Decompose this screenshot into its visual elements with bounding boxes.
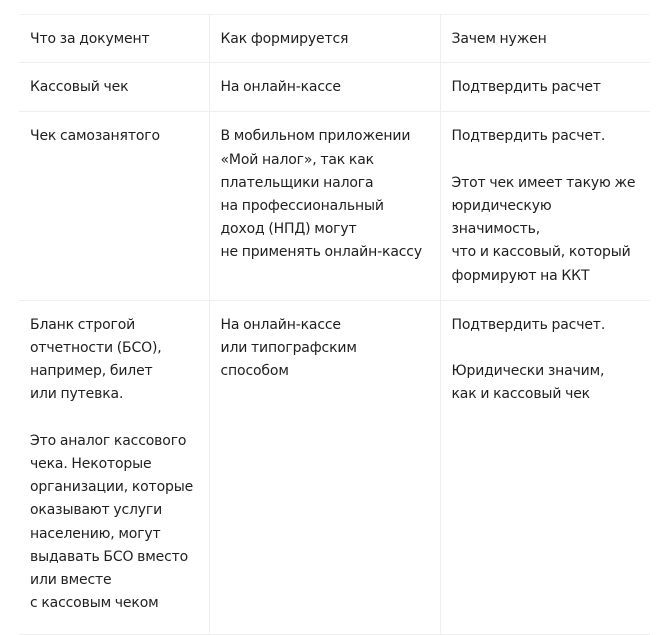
cell-text-line: выдавать БСО вместо	[30, 548, 189, 565]
cell-purpose	[440, 112, 650, 300]
cell-text-line: формируют на ККТ	[451, 267, 590, 284]
header-cell-formation: Как формируется	[209, 15, 440, 63]
cell-text-line: Подтвердить расчет	[451, 79, 601, 96]
table-row	[19, 63, 650, 112]
cell-text-line: или вместе	[30, 572, 112, 589]
paragraph-gap	[30, 407, 198, 430]
cell-text-line: В мобильном приложении	[220, 128, 411, 145]
cell-text-line: значимость,	[451, 221, 541, 238]
cell-text-line: Это аналог кассового	[30, 432, 187, 449]
paragraph-gap	[452, 337, 640, 360]
cell-text-line: с кассовым чеком	[30, 595, 159, 612]
cell-purpose	[440, 300, 650, 634]
cell-text-line: Чек самозанятого	[30, 128, 160, 145]
cell-formation	[209, 63, 440, 112]
cell-text-line: Юридически значим,	[451, 363, 605, 380]
cell-text-line: На онлайн-кассе	[220, 316, 341, 333]
cell-purpose	[440, 63, 650, 112]
cell-text-line: на профессиональный	[220, 198, 384, 215]
cell-text-line: как и кассовый чек	[451, 386, 590, 403]
header-cell-purpose: Зачем нужен	[440, 15, 650, 63]
documents-table	[19, 14, 650, 635]
cell-formation	[209, 112, 440, 300]
cell-text-line: Подтвердить расчет.	[451, 316, 606, 333]
cell-text-line: что и кассовый, который	[451, 244, 631, 261]
header-cell-document: Что за документ	[19, 15, 209, 63]
cell-text-line: оказывают услуги	[30, 502, 163, 519]
cell-text-line: Подтвердить расчет.	[451, 128, 606, 145]
cell-text-line: Кассовый чек	[30, 79, 129, 96]
cell-formation	[209, 300, 440, 634]
cell-text-line: юридическую	[451, 198, 552, 214]
cell-text-line: Бланк строгой	[30, 316, 136, 333]
cell-text-line: или путевка.	[30, 386, 124, 403]
cell-text-line: На онлайн-кассе	[220, 79, 341, 96]
cell-text-line: организации, которые	[30, 479, 194, 496]
cell-text-line: Этот чек имеет такую же	[451, 174, 636, 191]
cell-document	[19, 112, 209, 300]
cell-text-line: чека. Некоторые	[30, 456, 152, 473]
cell-text-line: отчетности (БСО),	[30, 340, 162, 357]
table-header-row	[19, 15, 650, 63]
table-row	[19, 112, 650, 300]
cell-document	[19, 63, 209, 112]
table-row	[19, 300, 650, 634]
cell-text-line: или типографским	[220, 340, 357, 357]
cell-text-line: плательщики налога	[220, 174, 374, 191]
cell-text-line: доход (НПД) могут	[220, 221, 357, 238]
cell-text-line: «Мой налог», так как	[220, 151, 374, 168]
cell-text-line: например, билет	[30, 363, 153, 380]
cell-text-line: не применять онлайн-кассу	[220, 244, 422, 261]
cell-document	[19, 300, 209, 634]
cell-text-line: населению, могут	[30, 525, 161, 542]
paragraph-gap	[452, 149, 640, 172]
cell-text-line: способом	[220, 363, 289, 380]
